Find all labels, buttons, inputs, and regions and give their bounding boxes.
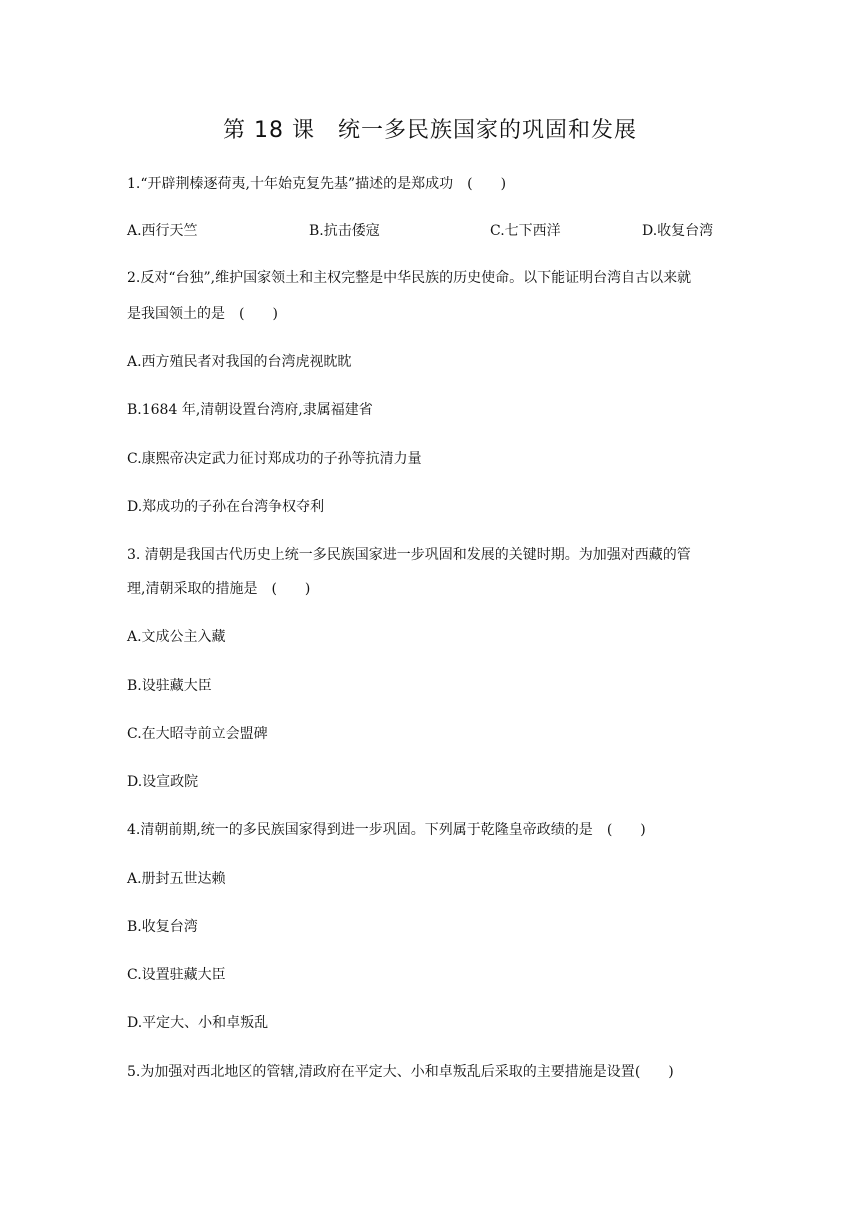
question-3-answer-blank: ( ) xyxy=(271,581,311,597)
question-4-stem xyxy=(127,820,646,840)
question-2-stem-line-1: 2.反对“台独”,维护国家领土和主权完整是中华民族的历史使命。以下能证明台湾自古以来就 xyxy=(127,270,692,286)
question-3-stem-line-1: 3. 清朝是我国古代历史上统一多民族国家进一步巩固和发展的关键时期。为加强对西藏的管 xyxy=(127,547,691,563)
question-3-option-a: A.文成公主入藏 xyxy=(127,629,226,645)
question-1-answer-blank: ( ) xyxy=(467,176,507,192)
question-4-option-a: A.册封五世达赖 xyxy=(127,871,226,887)
question-3-option-c: C.在大昭寺前立会盟碑 xyxy=(127,726,268,742)
question-1-options xyxy=(127,221,747,241)
question-2-option-d: D.郑成功的子孙在台湾争权夺利 xyxy=(127,499,325,515)
question-2-option-b: B.1684 年,清朝设置台湾府,隶属福建省 xyxy=(127,402,373,418)
question-2-stem-line-2 xyxy=(127,304,278,324)
question-1-option-c: C.七下西洋 xyxy=(490,223,561,239)
question-2-text: 是我国领土的是 xyxy=(127,306,225,322)
question-4-text: 4.清朝前期,统一的多民族国家得到进一步巩固。下列属于乾隆皇帝政绩的是 xyxy=(127,822,593,838)
question-3-option-d: D.设宣政院 xyxy=(127,774,199,790)
question-2-option-a: A.西方殖民者对我国的台湾虎视眈眈 xyxy=(127,354,352,370)
question-3-text: 理,清朝采取的措施是 xyxy=(127,581,258,597)
question-1-option-a: A.西行天竺 xyxy=(127,223,198,239)
question-5-stem xyxy=(127,1062,674,1082)
question-1-option-b: B.抗击倭寇 xyxy=(309,223,380,239)
question-5-answer-blank: ( ) xyxy=(634,1064,674,1080)
page-title: 第 18 课 统一多民族国家的巩固和发展 xyxy=(223,118,637,143)
question-2-option-c: C.康熙帝决定武力征讨郑成功的子孙等抗清力量 xyxy=(127,451,422,467)
question-3-stem-line-2 xyxy=(127,579,310,599)
question-4-option-d: D.平定大、小和卓叛乱 xyxy=(127,1015,269,1031)
question-1-option-d: D.收复台湾 xyxy=(642,223,714,239)
question-1-stem xyxy=(127,174,506,194)
question-5-text: 5.为加强对西北地区的管辖,清政府在平定大、小和卓叛乱后采取的主要措施是设置 xyxy=(127,1064,635,1080)
question-3-option-b: B.设驻藏大臣 xyxy=(127,678,212,694)
question-4-option-b: B.收复台湾 xyxy=(127,919,198,935)
question-4-option-c: C.设置驻藏大臣 xyxy=(127,967,226,983)
question-1-text: 1.“开辟荆榛逐荷夷,十年始克复先基”描述的是郑成功 xyxy=(127,176,454,192)
question-4-answer-blank: ( ) xyxy=(606,822,646,838)
question-2-answer-blank: ( ) xyxy=(239,306,278,322)
